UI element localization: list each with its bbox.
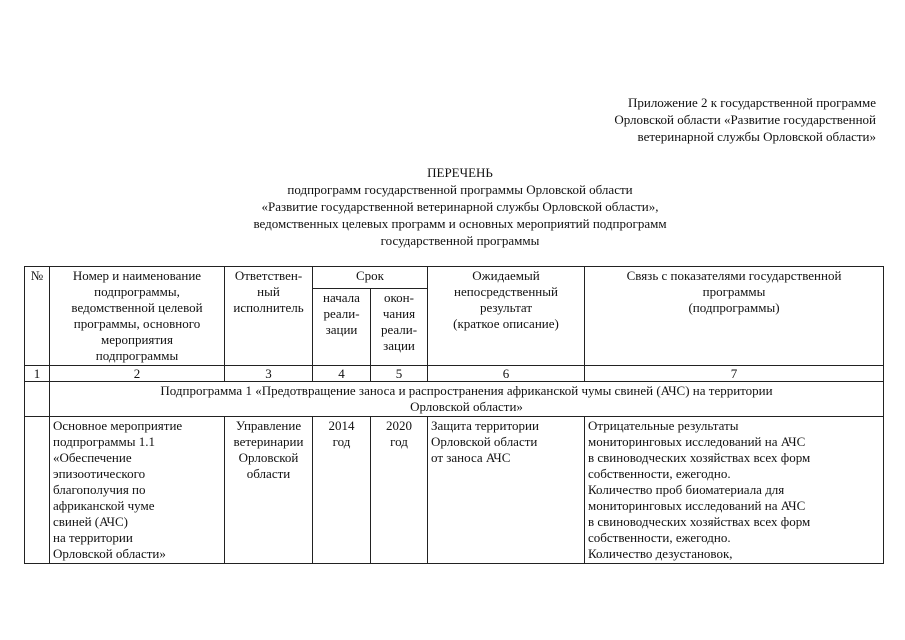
header-end-line: окон- [384,289,414,305]
header-end-line: зации [383,337,415,353]
header-link-line: (подпрограммы) [688,300,780,315]
header-result-line: Ожидаемый [472,268,540,283]
table-row [25,417,884,564]
header-name-line: подпрограммы, [94,284,180,299]
subprogram-row [25,382,884,417]
heading-line: государственной программы [380,233,540,248]
header-end-line: чания [382,305,416,321]
header-name-line: ведомственной целевой [71,300,203,315]
row-link-line: Количество проб биоматериала для [588,482,785,497]
header-name-line: мероприятия [100,332,173,347]
heading-line: ведомственных целевых программ и основных мероприятий подпрограмм [253,216,667,231]
row-result [428,417,585,564]
column-number: 3 [225,366,313,382]
document-heading [180,164,740,249]
row-executor-line: области [246,466,291,481]
header-row [25,267,884,289]
row-start-line: год [332,434,351,449]
header-name [50,267,225,366]
document-title: ПЕРЕЧЕНЬ [427,165,493,180]
column-number: 1 [25,366,50,382]
subprogram-num-cell [25,382,50,417]
subprogram-title [50,382,884,417]
row-end-line: год [390,434,408,449]
header-link [585,267,884,366]
row-executor-line: Орловской [238,450,299,465]
row-link [585,417,884,564]
programs-table [24,266,884,564]
row-link-line: Количество дезустановок, [588,546,733,561]
header-num: № [25,267,50,366]
header-name-line: подпрограммы [95,348,179,363]
row-link-line: мониторинговых исследований на АЧС [588,498,806,513]
header-link-line: программы [702,284,766,299]
row-result-line: Защита территории [431,418,539,433]
row-result-line: от заноса АЧС [431,450,511,465]
row-link-line: в свиноводческих хозяйствах всех форм [588,514,811,529]
header-name-line: программы, основного [73,316,201,331]
row-name-line: Основное мероприятие [53,418,183,433]
column-number: 7 [585,366,884,382]
subprogram-title-line: Подпрограмма 1 «Предотвращение заноса и распространения африканской чумы свиней (АЧС) на территории [160,383,773,398]
header-executor-line: исполнитель [233,300,304,315]
row-executor-line: ветеринарии [233,434,304,449]
header-executor [225,267,313,366]
header-executor-line: Ответствен- [234,268,303,283]
header-name-line: Номер и наименование [72,268,202,283]
column-number: 2 [50,366,225,382]
row-executor [225,417,313,564]
appendix-line: Приложение 2 к государственной программе [627,95,876,110]
row-name-line: «Обеспечение [53,450,132,465]
row-name-line: эпизоотического [53,466,146,481]
header-result-line: результат [479,300,533,315]
header-link-line: Связь с показателями государственной [626,268,842,283]
heading-line: «Развитие государственной ветеринарной службы Орловской области», [261,199,659,214]
row-name-line: свиней (АЧС) [53,514,128,529]
row-num-cell [25,417,50,564]
header-end [371,288,428,365]
row-end-line: 2020 [386,418,412,433]
row-name [50,417,225,564]
header-end-line: реали- [380,321,418,337]
row-link-line: собственности, ежегодно. [588,466,731,481]
appendix-note [560,94,876,145]
header-executor-line: ный [257,284,280,299]
header-result [428,267,585,366]
header-start [313,288,371,365]
row-start-line: 2014 [328,418,355,433]
header-start-line: зации [325,321,358,337]
heading-line: подпрограмм государственной программы Орловской области [287,182,633,197]
row-executor-line: Управление [235,418,302,433]
column-number: 5 [371,366,428,382]
column-number: 6 [428,366,585,382]
header-start-line: реали- [323,305,360,321]
row-link-line: мониторинговых исследований на АЧС [588,434,806,449]
row-link-line: в свиноводческих хозяйствах всех форм [588,450,811,465]
row-end [371,417,428,564]
header-start-line: начала [323,289,360,305]
column-number: 4 [313,366,371,382]
row-name-line: африканской чуме [53,498,155,513]
row-name-line: на территории [53,530,133,545]
row-name-line: благополучия по [53,482,146,497]
header-term: Срок [313,267,428,289]
row-name-line: Орловской области» [53,546,166,561]
row-name-line: подпрограммы 1.1 [53,434,155,449]
header-result-line: непосредственный [454,284,558,299]
subprogram-title-line: Орловской области» [410,399,523,414]
row-link-line: собственности, ежегодно. [588,530,731,545]
row-start [313,417,371,564]
appendix-line: ветеринарной службы Орловской области» [637,129,876,144]
header-result-line: (краткое описание) [453,316,559,331]
row-result-line: Орловской области [431,434,538,449]
column-numbers-row [25,366,884,382]
appendix-line: Орловской области «Развитие государственной [614,112,876,127]
row-link-line: Отрицательные результаты [588,418,739,433]
